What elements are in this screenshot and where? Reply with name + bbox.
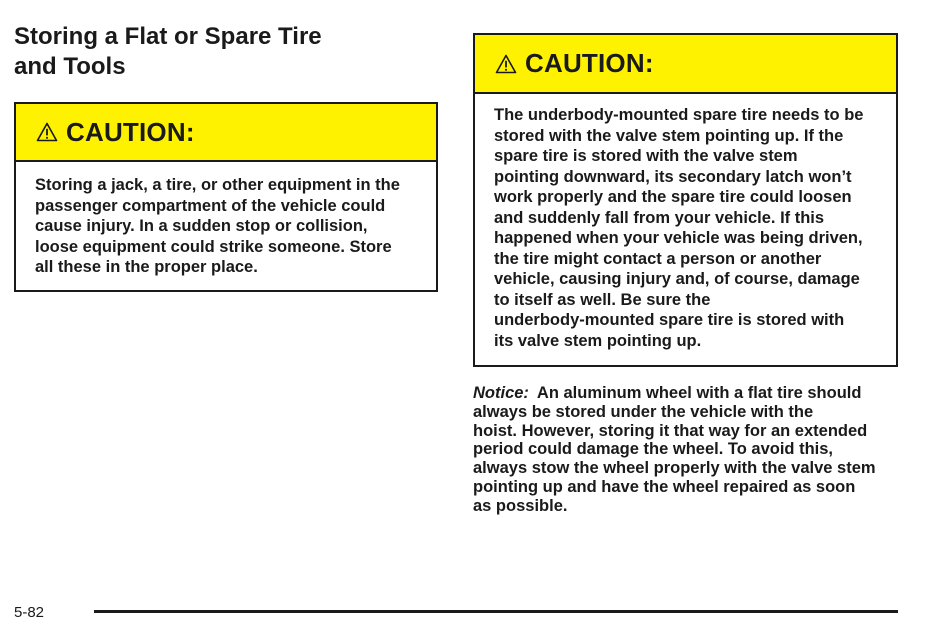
caution-header [475, 35, 896, 94]
caution-header [16, 104, 436, 162]
section-heading-line-1: Storing a Flat or Spare Tire [14, 23, 322, 50]
caution-box-storage [14, 102, 438, 292]
section-heading-line-2: and Tools [14, 53, 126, 80]
notice-label: Notice: [473, 384, 529, 402]
caution-line: work properly and the spare tire could loosen [494, 188, 852, 206]
caution-line: spare tire is stored with the valve stem [494, 147, 798, 165]
caution-body [16, 162, 436, 278]
caution-line: Storing a jack, a tire, or other equipment in the [35, 176, 400, 194]
caution-line: the tire might contact a person or another [494, 249, 822, 268]
caution-title: CAUTION: [66, 116, 195, 147]
warning-triangle-icon [495, 54, 517, 74]
caution-line: passenger compartment of the vehicle could [35, 196, 386, 215]
page-number: 5-82 [14, 604, 45, 621]
footer-rule [94, 610, 898, 613]
caution-box-spare-tire [473, 33, 898, 367]
notice-line: always be stored under the vehicle with the [473, 402, 814, 421]
caution-line: all these in the proper place. [35, 258, 258, 276]
section-heading [14, 22, 394, 82]
caution-line: its valve stem pointing up. [494, 331, 702, 350]
notice-line: period could damage the wheel. To avoid this, [473, 440, 833, 459]
notice-line: always stow the wheel properly with the valve stem [473, 459, 876, 478]
caution-line: vehicle, causing injury and, of course, damage [494, 270, 860, 288]
notice-line: An aluminum wheel with a flat tire should [536, 384, 862, 402]
notice-line: as possible. [473, 496, 568, 515]
caution-line: and suddenly fall from your vehicle. If this [494, 208, 825, 227]
caution-line: loose equipment could strike someone. Store [35, 237, 392, 256]
caution-line: cause injury. In a sudden stop or collision, [35, 217, 368, 235]
caution-line: to itself as well. Be sure the [494, 290, 711, 309]
warning-triangle-icon [36, 122, 58, 142]
notice-line: pointing up and have the wheel repaired as soon [473, 477, 856, 496]
caution-title: CAUTION: [525, 48, 654, 78]
caution-line: The underbody-mounted spare tire needs to be [494, 106, 864, 124]
caution-line: happened when your vehicle was being driven, [494, 229, 863, 247]
caution-body [475, 94, 896, 351]
caution-line: pointing downward, its secondary latch won’t [494, 167, 852, 186]
caution-line: stored with the valve stem pointing up. If the [494, 126, 844, 145]
caution-line: underbody-mounted spare tire is stored with [494, 311, 845, 329]
notice-line: hoist. However, storing it that way for an extended [473, 421, 868, 440]
notice-paragraph [473, 384, 903, 516]
